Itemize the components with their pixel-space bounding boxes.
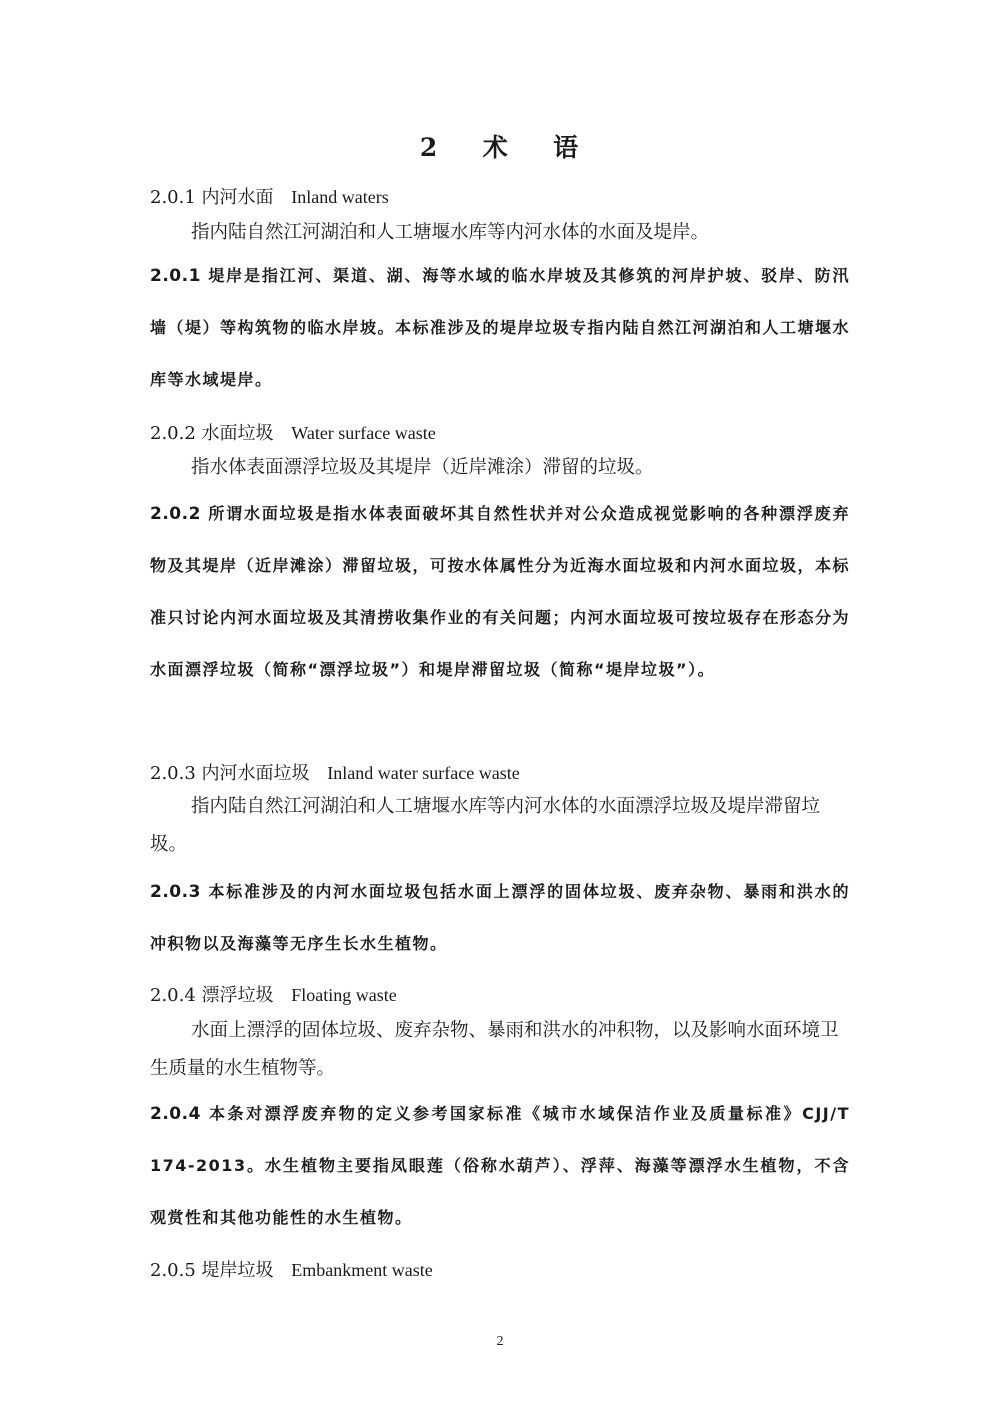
term-chinese: 水面垃圾 (201, 423, 274, 444)
explanation-text: 堤岸是指江河、渠道、湖、海等水域的临水岸坡及其修筑的河岸护坡、驳岸、防汛墙（堤）等构筑物的临水岸坡。本标准涉及的堤岸垃圾专指内陆自然江河湖泊和人工塘堰水库等水域堤岸。 (150, 266, 851, 389)
term-chinese: 内河水面垃圾 (201, 763, 310, 784)
explanation-number: 2.0.4 (150, 1104, 201, 1124)
term-number: 2.0.4 (150, 985, 196, 1006)
chapter-title (0, 128, 1000, 164)
term-english: Floating waste (291, 985, 397, 1005)
term-number: 2.0.2 (150, 423, 196, 444)
term-heading (150, 759, 520, 785)
term-explanation (150, 250, 850, 406)
term-definition: 指内陆自然江河湖泊和人工塘堰水库等内河水体的水面及堤岸。 (191, 222, 710, 243)
term-definition: 指水体表面漂浮垃圾及其堤岸（近岸滩涂）滞留的垃圾。 (191, 457, 654, 478)
term-definition: 指内陆自然江河湖泊和人工塘堰水库等内河水体的水面漂浮垃圾及堤岸滞留垃圾。 (150, 796, 821, 855)
explanation-text: 本条对漂浮废弃物的定义参考国家标准《城市水域保洁作业及质量标准》CJJ/T 174-2013。水生植物主要指凤眼莲（俗称水葫芦）、浮萍、海藻等漂浮水生植物，不含观赏性和其他功能性的水生植物。 (150, 1104, 850, 1227)
term-heading (150, 1256, 433, 1282)
chapter-title-char-2: 语 (553, 133, 581, 162)
chapter-title-char-1: 术 (482, 133, 510, 162)
term-chinese: 堤岸垃圾 (201, 1260, 274, 1281)
explanation-number: 2.0.1 (150, 266, 201, 286)
term-number: 2.0.3 (150, 763, 196, 784)
chapter-number: 2 (419, 133, 440, 162)
term-english: Water surface waste (291, 423, 436, 443)
term-chinese: 漂浮垃圾 (201, 985, 274, 1006)
explanation-number: 2.0.2 (150, 504, 201, 524)
explanation-text: 所谓水面垃圾是指水体表面破坏其自然性状并对公众造成视觉影响的各种漂浮废弃物及其堤岸（近岸滩涂）滞留垃圾，可按水体属性分为近海水面垃圾和内河水面垃圾，本标准只讨论内河水面垃圾及其清捞收集作业的有关问题；内河水面垃圾可按垃圾存在形态分为水面漂浮垃圾（简称“漂浮垃圾”）和堤岸滞留垃圾（简称“堤岸垃圾”）。 (150, 504, 851, 679)
term-english: Inland water surface waste (327, 763, 520, 783)
term-explanation (150, 488, 850, 696)
term-definition: 水面上漂浮的固体垃圾、废弃杂物、暴雨和洪水的冲积物，以及影响水面环境卫生质量的水生植物等。 (150, 1020, 839, 1079)
term-english: Embankment waste (291, 1260, 433, 1280)
term-chinese: 内河水面 (201, 187, 274, 208)
page-number: 2 (496, 1334, 504, 1349)
term-heading (150, 183, 389, 209)
term-explanation (150, 866, 850, 970)
term-number: 2.0.1 (150, 187, 196, 208)
term-number: 2.0.5 (150, 1260, 196, 1281)
term-explanation (150, 1088, 850, 1244)
term-heading (150, 981, 397, 1007)
term-heading (150, 419, 436, 445)
term-english: Inland waters (291, 187, 389, 207)
explanation-text: 本标准涉及的内河水面垃圾包括水面上漂浮的固体垃圾、废弃杂物、暴雨和洪水的冲积物以及海藻等无序生长水生植物。 (150, 882, 850, 953)
explanation-number: 2.0.3 (150, 882, 201, 902)
